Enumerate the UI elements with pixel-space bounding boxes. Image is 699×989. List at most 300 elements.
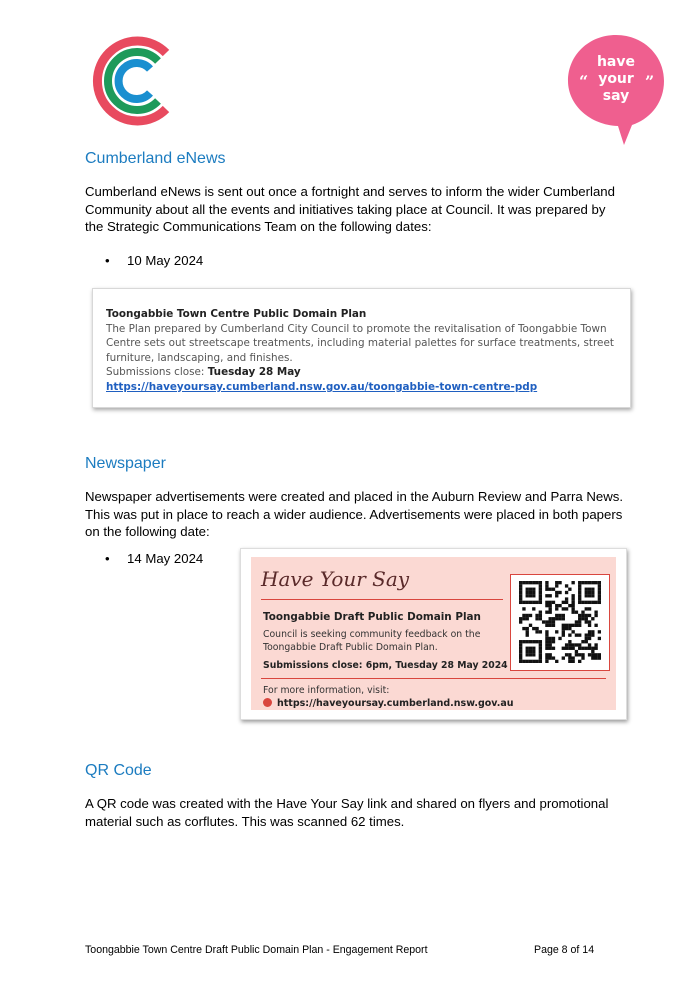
- qr-module: [575, 620, 578, 623]
- qr-module: [545, 581, 548, 584]
- qr-module: [529, 588, 532, 591]
- qr-module: [588, 588, 591, 591]
- ad-rule-top: [261, 599, 503, 600]
- qr-module: [562, 627, 565, 630]
- qr-module: [532, 660, 535, 663]
- qr-module: [519, 647, 522, 650]
- qr-module: [549, 607, 552, 610]
- qr-module: [549, 601, 552, 604]
- qr-module: [578, 660, 581, 663]
- qr-module: [552, 647, 555, 650]
- qr-module: [532, 647, 535, 650]
- newspaper-paragraph: Newspaper advertisements were created and placed in the Auburn Review and Parra News. This was put in place to reach a wider audience. Advertisements were placed in both papers on the following date:: [85, 489, 624, 539]
- qr-module: [581, 647, 584, 650]
- qr-module: [542, 620, 545, 623]
- qr-module: [552, 617, 555, 620]
- qr-module: [539, 584, 542, 587]
- qr-module: [519, 660, 522, 663]
- qr-module: [549, 604, 552, 607]
- qr-module: [562, 633, 565, 636]
- qr-module: [581, 640, 584, 643]
- qr-module: [562, 656, 565, 659]
- qr-module: [562, 607, 565, 610]
- qr-module: [545, 584, 548, 587]
- qr-module: [545, 611, 548, 614]
- qr-module: [545, 647, 548, 650]
- qr-module: [526, 660, 529, 663]
- qr-module: [519, 591, 522, 594]
- qr-module: [522, 614, 525, 617]
- qr-module: [571, 601, 574, 604]
- qr-module: [555, 630, 558, 633]
- bullet-dot: •: [105, 253, 110, 268]
- qr-module: [545, 588, 548, 591]
- svg-text:“: “: [579, 72, 589, 91]
- enews-clipping: [92, 288, 631, 408]
- qr-module: [535, 660, 538, 663]
- qr-module: [535, 617, 538, 620]
- qr-heading: QR Code: [85, 762, 152, 779]
- qr-module: [585, 591, 588, 594]
- qr-module: [549, 647, 552, 650]
- qr-module: [526, 617, 529, 620]
- qr-module: [598, 591, 601, 594]
- qr-module: [558, 591, 561, 594]
- qr-module: [568, 588, 571, 591]
- qr-module: [522, 627, 525, 630]
- qr-module: [581, 611, 584, 614]
- qr-code-box: [510, 574, 610, 671]
- qr-module: [568, 643, 571, 646]
- qr-module: [575, 643, 578, 646]
- qr-module: [585, 594, 588, 597]
- qr-module: [562, 647, 565, 650]
- qr-module: [539, 656, 542, 659]
- qr-module: [588, 614, 591, 617]
- qr-module: [598, 601, 601, 604]
- qr-module: [549, 656, 552, 659]
- ad-url-text: https://haveyoursay.cumberland.nsw.gov.au: [277, 698, 514, 709]
- qr-module: [535, 601, 538, 604]
- qr-module: [519, 588, 522, 591]
- qr-module: [526, 601, 529, 604]
- qr-module: [529, 594, 532, 597]
- qr-module: [578, 633, 581, 636]
- qr-module: [578, 643, 581, 646]
- qr-module: [575, 650, 578, 653]
- qr-module: [562, 614, 565, 617]
- qr-module: [526, 653, 529, 656]
- qr-module: [594, 647, 597, 650]
- newspaper-date-text: 14 May 2024: [127, 551, 204, 566]
- qr-module: [539, 614, 542, 617]
- qr-module: [532, 627, 535, 630]
- qr-module: [539, 630, 542, 633]
- qr-module: [568, 640, 571, 643]
- qr-module: [591, 647, 594, 650]
- qr-module: [578, 647, 581, 650]
- qr-module: [555, 584, 558, 587]
- qr-module: [545, 604, 548, 607]
- qr-module: [526, 594, 529, 597]
- qr-module: [555, 594, 558, 597]
- qr-module: [598, 653, 601, 656]
- qr-module: [588, 633, 591, 636]
- newspaper-ad-clipping: [240, 548, 627, 720]
- qr-module: [545, 643, 548, 646]
- qr-module: [529, 624, 532, 627]
- qr-module: [571, 660, 574, 663]
- qr-module: [571, 604, 574, 607]
- qr-module: [575, 653, 578, 656]
- qr-module: [545, 594, 548, 597]
- qr-module: [532, 581, 535, 584]
- qr-module: [545, 620, 548, 623]
- qr-module: [591, 588, 594, 591]
- qr-module: [539, 640, 542, 643]
- qr-module: [598, 597, 601, 600]
- qr-module: [529, 650, 532, 653]
- qr-module: [571, 611, 574, 614]
- qr-module: [571, 581, 574, 584]
- qr-module: [571, 647, 574, 650]
- enews-paragraph: Cumberland eNews is sent out once a fortnight and serves to inform the wider Cumberland Community about all the events and initiatives taking place at Council. It was prepared by the Strategic Communications Team on the following dates:: [85, 184, 615, 234]
- qr-module: [594, 611, 597, 614]
- ad-url[interactable]: [263, 698, 514, 709]
- qr-module: [526, 630, 529, 633]
- qr-module: [594, 581, 597, 584]
- qr-module: [562, 617, 565, 620]
- qr-module: [591, 656, 594, 659]
- qr-module: [591, 601, 594, 604]
- qr-module: [568, 660, 571, 663]
- qr-module: [565, 647, 568, 650]
- qr-module: [598, 594, 601, 597]
- qr-module: [519, 640, 522, 643]
- qr-module: [591, 581, 594, 584]
- qr-module: [571, 630, 574, 633]
- qr-module: [539, 588, 542, 591]
- qr-module: [581, 617, 584, 620]
- svg-text:”: ”: [645, 72, 655, 91]
- qr-module: [555, 607, 558, 610]
- qr-module: [568, 653, 571, 656]
- qr-module: [588, 607, 591, 610]
- qr-module: [519, 597, 522, 600]
- ad-more-info: For more information, visit:: [263, 685, 390, 696]
- qr-module: [552, 640, 555, 643]
- qr-module: [539, 653, 542, 656]
- qr-module: [532, 601, 535, 604]
- qr-module: [549, 637, 552, 640]
- qr-module: [558, 604, 561, 607]
- qr-module: [598, 637, 601, 640]
- qr-module: [545, 660, 548, 663]
- qr-module: [539, 591, 542, 594]
- qr-module: [535, 640, 538, 643]
- qr-module: [591, 617, 594, 620]
- qr-module: [539, 650, 542, 653]
- qr-module: [568, 627, 571, 630]
- qr-module: [522, 640, 525, 643]
- qr-module: [588, 643, 591, 646]
- qr-module: [575, 611, 578, 614]
- enews-clipping-link[interactable]: https://haveyoursay.cumberland.nsw.gov.au/toongabbie-town-centre-pdp: [106, 380, 538, 393]
- qr-module: [578, 620, 581, 623]
- qr-module: [585, 614, 588, 617]
- qr-module: [591, 591, 594, 594]
- badge-word-3: say: [602, 88, 630, 104]
- qr-module: [529, 614, 532, 617]
- badge-word-1: have: [596, 54, 636, 70]
- qr-module: [519, 653, 522, 656]
- qr-module: [562, 601, 565, 604]
- qr-module: [565, 597, 568, 600]
- qr-module: [532, 607, 535, 610]
- qr-module: [535, 630, 538, 633]
- qr-module: [526, 627, 529, 630]
- qr-module: [585, 607, 588, 610]
- qr-module: [598, 656, 601, 659]
- qr-module: [578, 584, 581, 587]
- qr-module: [545, 656, 548, 659]
- qr-module: [565, 624, 568, 627]
- qr-module: [522, 581, 525, 584]
- qr-module: [578, 597, 581, 600]
- qr-module: [529, 653, 532, 656]
- qr-module: [532, 594, 535, 597]
- qr-module: [519, 643, 522, 646]
- qr-module: [526, 647, 529, 650]
- qr-module: [575, 624, 578, 627]
- qr-module: [598, 581, 601, 584]
- qr-module: [549, 643, 552, 646]
- qr-module: [588, 581, 591, 584]
- qr-module: [585, 601, 588, 604]
- qr-module: [529, 647, 532, 650]
- qr-module: [555, 660, 558, 663]
- ad-title: Toongabbie Draft Public Domain Plan: [263, 611, 481, 623]
- ad-body: Council is seeking community feedback on the Toongabbie Draft Public Domain Plan.: [263, 629, 481, 653]
- qr-module: [588, 653, 591, 656]
- qr-module: [581, 601, 584, 604]
- qr-module: [581, 614, 584, 617]
- qr-module: [526, 588, 529, 591]
- qr-module: [588, 591, 591, 594]
- qr-module: [539, 643, 542, 646]
- qr-module: [555, 604, 558, 607]
- newspaper-heading: Newspaper: [85, 455, 166, 472]
- cumberland-logo-icon: [88, 33, 178, 129]
- qr-module: [594, 653, 597, 656]
- qr-module: [578, 588, 581, 591]
- ad-rule-bottom: [261, 678, 606, 679]
- qr-module: [522, 617, 525, 620]
- have-your-say-badge-icon: [566, 33, 666, 148]
- qr-module: [526, 591, 529, 594]
- qr-module: [549, 620, 552, 623]
- qr-module: [585, 637, 588, 640]
- qr-module: [549, 653, 552, 656]
- qr-module: [555, 614, 558, 617]
- qr-module: [565, 643, 568, 646]
- qr-module: [522, 660, 525, 663]
- qr-code-icon: [519, 581, 601, 663]
- qr-module: [529, 581, 532, 584]
- qr-module: [588, 620, 591, 623]
- qr-module: [591, 653, 594, 656]
- qr-module: [588, 624, 591, 627]
- qr-module: [565, 653, 568, 656]
- qr-module: [598, 588, 601, 591]
- qr-module: [555, 581, 558, 584]
- enews-clipping-title: Toongabbie Town Centre Public Domain Plan: [106, 308, 367, 320]
- qr-module: [585, 647, 588, 650]
- qr-module: [519, 584, 522, 587]
- qr-module: [588, 594, 591, 597]
- qr-module: [539, 594, 542, 597]
- qr-module: [565, 607, 568, 610]
- qr-module: [532, 588, 535, 591]
- qr-module: [565, 591, 568, 594]
- qr-module: [532, 591, 535, 594]
- qr-module: [519, 601, 522, 604]
- qr-module: [539, 660, 542, 663]
- qr-module: [539, 647, 542, 650]
- qr-module: [558, 614, 561, 617]
- qr-module: [591, 633, 594, 636]
- qr-module: [552, 656, 555, 659]
- qr-module: [539, 611, 542, 614]
- qr-paragraph: A QR code was created with the Have Your Say link and shared on flyers and promotional material such as corflutes. This was scanned 62 times.: [85, 796, 609, 829]
- ad-submissions-close: Submissions close: 6pm, Tuesday 28 May 2024: [263, 660, 508, 671]
- enews-clipping-close-label: Submissions close:: [106, 366, 208, 379]
- qr-module: [555, 617, 558, 620]
- qr-module: [539, 601, 542, 604]
- qr-module: [539, 617, 542, 620]
- qr-module: [526, 633, 529, 636]
- qr-module: [532, 640, 535, 643]
- qr-module: [552, 588, 555, 591]
- qr-module: [594, 624, 597, 627]
- qr-module: [565, 584, 568, 587]
- qr-module: [535, 581, 538, 584]
- newspaper-ad: [251, 557, 616, 710]
- badge-word-2: your: [598, 71, 634, 87]
- qr-module: [519, 620, 522, 623]
- enews-clipping-body: The Plan prepared by Cumberland City Council to promote the revitalisation of Toongabbie Town Centre sets out streetscape treatments, including material palettes for surface treatments, street furniture, landscaping, and finishes.: [106, 322, 614, 364]
- qr-module: [571, 656, 574, 659]
- qr-module: [529, 640, 532, 643]
- qr-module: [575, 633, 578, 636]
- qr-module: [571, 594, 574, 597]
- qr-module: [535, 627, 538, 630]
- qr-module: [594, 643, 597, 646]
- qr-module: [535, 614, 538, 617]
- qr-module: [519, 594, 522, 597]
- bullet-dot: •: [105, 551, 110, 566]
- qr-module: [552, 601, 555, 604]
- qr-module: [581, 581, 584, 584]
- qr-module: [594, 656, 597, 659]
- qr-module: [529, 660, 532, 663]
- qr-module: [565, 601, 568, 604]
- qr-module: [585, 633, 588, 636]
- qr-module: [549, 588, 552, 591]
- qr-module: [552, 620, 555, 623]
- qr-module: [568, 647, 571, 650]
- qr-module: [549, 624, 552, 627]
- qr-module: [578, 653, 581, 656]
- qr-module: [545, 653, 548, 656]
- globe-icon: [263, 698, 272, 707]
- qr-module: [571, 597, 574, 600]
- qr-module: [549, 611, 552, 614]
- qr-module: [519, 581, 522, 584]
- qr-module: [549, 640, 552, 643]
- qr-module: [568, 633, 571, 636]
- enews-clipping-close-date: Tuesday 28 May: [207, 366, 301, 379]
- qr-module: [519, 650, 522, 653]
- qr-module: [571, 643, 574, 646]
- qr-module: [545, 633, 548, 636]
- qr-module: [549, 594, 552, 597]
- footer-title: Toongabbie Town Centre Draft Public Domain Plan - Engagement Report: [85, 944, 428, 956]
- qr-module: [529, 601, 532, 604]
- qr-module: [526, 650, 529, 653]
- qr-module: [568, 656, 571, 659]
- enews-date-text: 10 May 2024: [127, 253, 204, 268]
- qr-module: [539, 597, 542, 600]
- qr-module: [568, 604, 571, 607]
- qr-module: [585, 640, 588, 643]
- qr-module: [545, 640, 548, 643]
- qr-module: [519, 656, 522, 659]
- qr-module: [555, 591, 558, 594]
- qr-module: [545, 601, 548, 604]
- qr-module: [558, 581, 561, 584]
- qr-module: [585, 617, 588, 620]
- qr-module: [598, 630, 601, 633]
- qr-module: [532, 653, 535, 656]
- qr-module: [578, 591, 581, 594]
- qr-module: [545, 637, 548, 640]
- qr-module: [568, 624, 571, 627]
- qr-module: [581, 653, 584, 656]
- ad-headline: Have Your Say: [261, 567, 410, 591]
- qr-module: [562, 624, 565, 627]
- qr-module: [578, 617, 581, 620]
- qr-module: [526, 640, 529, 643]
- qr-module: [588, 601, 591, 604]
- footer-page-number: Page 8 of 14: [534, 944, 595, 956]
- qr-module: [594, 614, 597, 617]
- qr-module: [585, 620, 588, 623]
- qr-module: [578, 624, 581, 627]
- qr-module: [562, 630, 565, 633]
- qr-module: [598, 584, 601, 587]
- qr-module: [532, 650, 535, 653]
- qr-module: [585, 581, 588, 584]
- qr-module: [545, 630, 548, 633]
- qr-module: [581, 656, 584, 659]
- qr-module: [588, 637, 591, 640]
- qr-module: [519, 617, 522, 620]
- qr-module: [591, 630, 594, 633]
- qr-module: [571, 607, 574, 610]
- qr-module: [578, 601, 581, 604]
- qr-module: [578, 614, 581, 617]
